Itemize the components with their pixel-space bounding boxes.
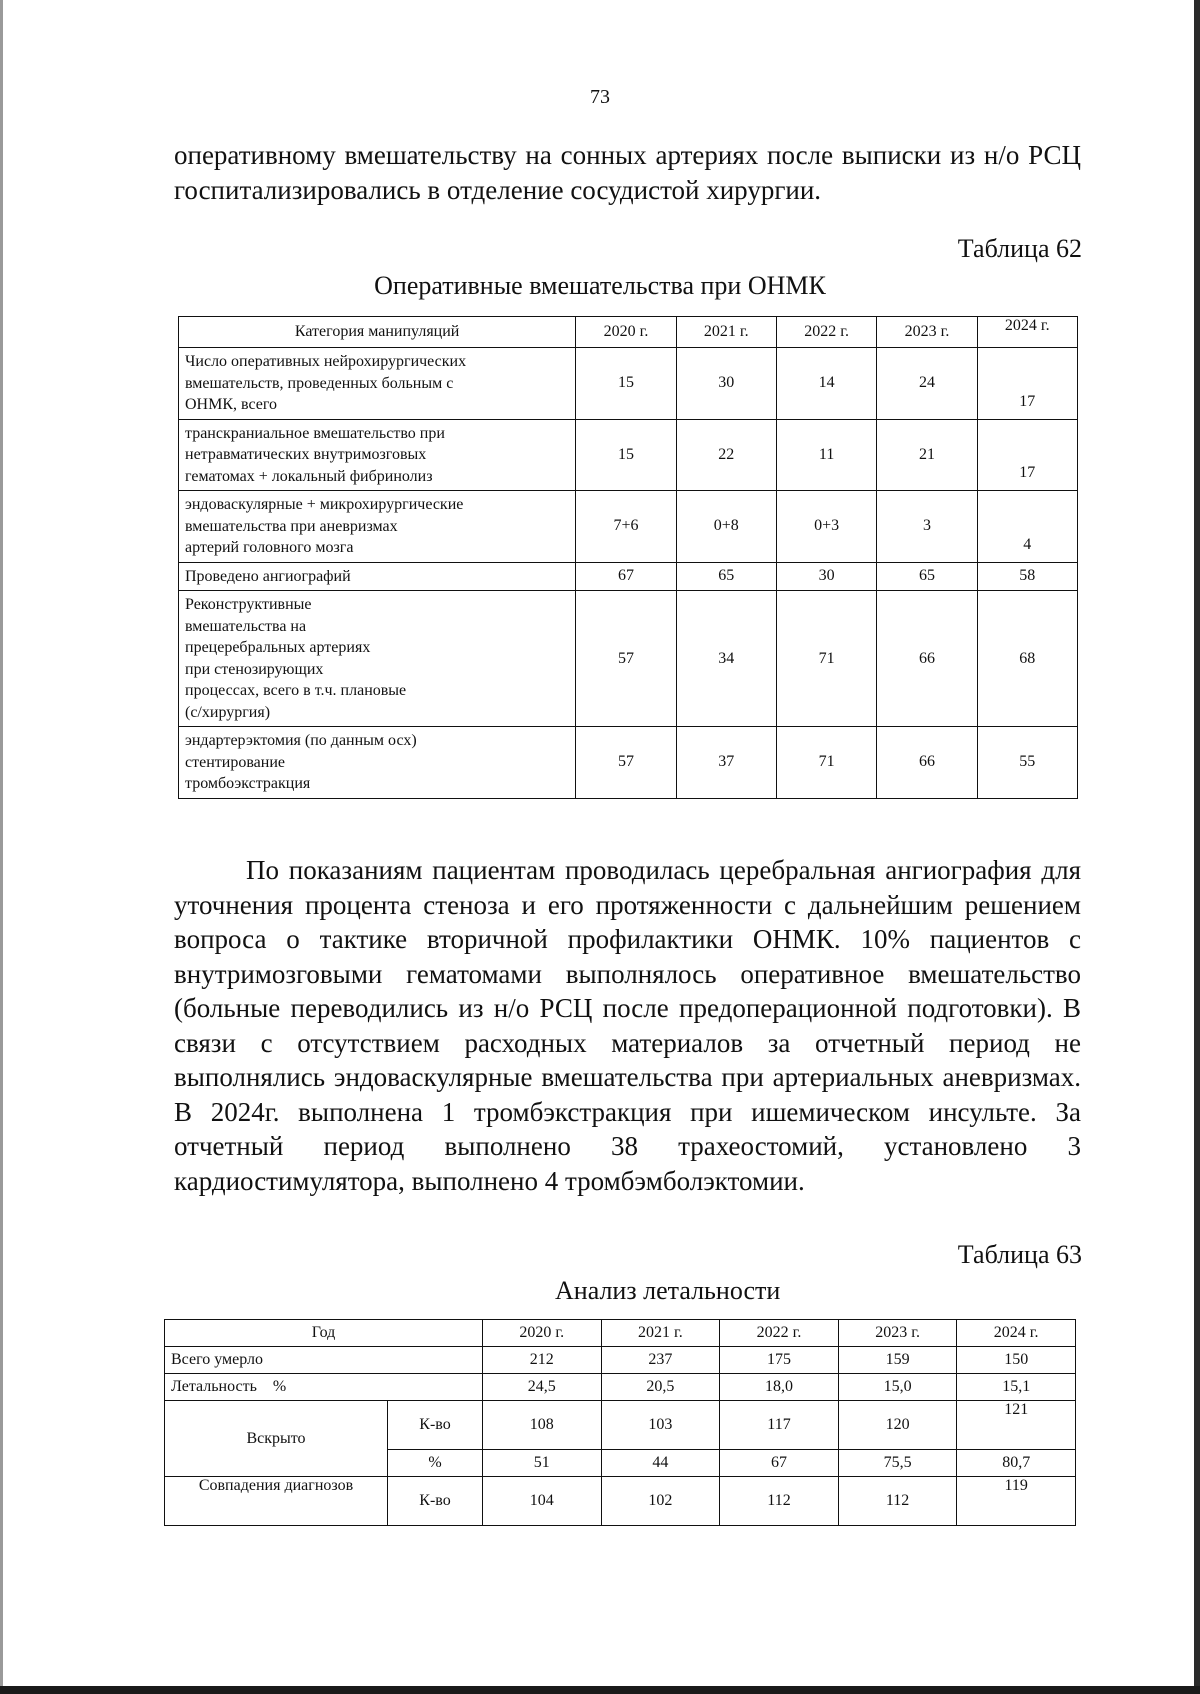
row-label: Совпадения диагнозов (165, 1477, 388, 1526)
cell: 15,0 (838, 1374, 957, 1401)
cell: 58 (977, 562, 1077, 591)
cell: 80,7 (957, 1450, 1076, 1477)
header-year: 2024 г. (977, 317, 1077, 348)
cell: 117 (720, 1401, 839, 1450)
row-label: Летальность % (165, 1374, 483, 1401)
table-63-label: Таблица 63 (957, 1240, 1082, 1269)
header-year: 2021 г. (676, 317, 776, 348)
mortality-table (164, 1319, 1076, 1526)
header-year: 2023 г. (877, 317, 977, 348)
cell: 15 (576, 419, 676, 491)
header-year-label: Год (165, 1320, 483, 1347)
row-category: эндоваскулярные + микрохирургические вмешательства при аневризмах артерий головного мозга (179, 491, 576, 563)
cell: 3 (877, 491, 977, 563)
cell: 7+6 (576, 491, 676, 563)
cell: 119 (957, 1477, 1076, 1526)
header-year: 2022 г. (776, 317, 876, 348)
sub-label: К-во (388, 1477, 483, 1526)
cell: 108 (483, 1401, 602, 1450)
cell: 17 (977, 348, 1077, 420)
row-category: Проведено ангиографий (179, 562, 576, 591)
cell: 21 (877, 419, 977, 491)
cell: 0+3 (776, 491, 876, 563)
cell: 15,1 (957, 1374, 1076, 1401)
header-year: 2024 г. (957, 1320, 1076, 1347)
scan-edge-right (1194, 0, 1200, 1694)
cell: 65 (877, 562, 977, 591)
table-row (179, 591, 1078, 727)
cell: 175 (720, 1347, 839, 1374)
cell: 66 (877, 591, 977, 727)
cell: 0+8 (676, 491, 776, 563)
cell: 71 (776, 727, 876, 799)
row-category: Число оперативных нейрохирургических вмешательств, проведенных больным с ОНМК, всего (179, 348, 576, 420)
intro-paragraph: оперативному вмешательству на сонных артериях после выписки из н/о РСЦ госпитализировались в отделение сосудистой хирургии. (174, 140, 1081, 205)
cell: 67 (720, 1450, 839, 1477)
scan-edge-left (0, 0, 3, 1694)
cell: 71 (776, 591, 876, 727)
cell: 112 (720, 1477, 839, 1526)
cell: 66 (877, 727, 977, 799)
cell: 112 (838, 1477, 957, 1526)
scan-edge-bottom (0, 1686, 1200, 1694)
cell: 11 (776, 419, 876, 491)
cell: 17 (977, 419, 1077, 491)
cell: 68 (977, 591, 1077, 727)
table-row (165, 1374, 1076, 1401)
header-year: 2023 г. (838, 1320, 957, 1347)
table-row (179, 348, 1078, 420)
cell: 212 (483, 1347, 602, 1374)
cell: 51 (483, 1450, 602, 1477)
cell: 237 (601, 1347, 720, 1374)
cell: 65 (676, 562, 776, 591)
table-62-title: Оперативные вмешательства при ОНМК (374, 271, 826, 300)
cell: 24 (877, 348, 977, 420)
cell: 37 (676, 727, 776, 799)
table-62-label: Таблица 62 (957, 234, 1082, 263)
cell: 30 (676, 348, 776, 420)
row-category: Реконструктивные вмешательства на прецеребральных артериях при стенозирующих процессах, всего в т.ч. плановые (с/хирургия) (179, 591, 576, 727)
table-header-row (179, 317, 1078, 348)
cell: 120 (838, 1401, 957, 1450)
table-row (165, 1477, 1076, 1526)
row-label: Вскрыто (165, 1401, 388, 1477)
header-category: Категория манипуляций (179, 317, 576, 348)
sub-label: % (388, 1450, 483, 1477)
table-row (179, 727, 1078, 799)
cell: 44 (601, 1450, 720, 1477)
cell: 57 (576, 591, 676, 727)
cell: 20,5 (601, 1374, 720, 1401)
table-row (179, 562, 1078, 591)
cell: 75,5 (838, 1450, 957, 1477)
cell: 34 (676, 591, 776, 727)
table-row (179, 491, 1078, 563)
cell: 121 (957, 1401, 1076, 1450)
cell: 22 (676, 419, 776, 491)
cell: 4 (977, 491, 1077, 563)
header-year: 2020 г. (576, 317, 676, 348)
cell: 102 (601, 1477, 720, 1526)
cell: 57 (576, 727, 676, 799)
table-header-row (165, 1320, 1076, 1347)
table-row (179, 419, 1078, 491)
header-year: 2020 г. (483, 1320, 602, 1347)
cell: 150 (957, 1347, 1076, 1374)
cell: 159 (838, 1347, 957, 1374)
sub-label: К-во (388, 1401, 483, 1450)
table-row (165, 1401, 1076, 1450)
cell: 30 (776, 562, 876, 591)
body-paragraph: По показаниям пациентам проводилась церебральная ангиография для уточнения процента стеноза и его протяженности с дальнейшим решением вопроса о тактике вторичной профилактики ОНМК. 10% пациентов с внутримозговыми гематомами выполнялось оперативное вмешательство (больные переводились из н/о РСЦ после предоперационной подготовки). В связи с отсутствием расходных материалов за отчетный период не выполнялись эндоваскулярные вмешательства при артериальных аневризмах. В 2024г. выполнена 1 тромбэкстракция при ишемическом инсульте. За отчетный период выполнено 38 трахеостомий, установлено 3 кардиостимулятора, выполнено 4 тромбэмболэктомии. (174, 855, 1081, 1196)
cell: 104 (483, 1477, 602, 1526)
cell: 24,5 (483, 1374, 602, 1401)
cell: 55 (977, 727, 1077, 799)
cell: 18,0 (720, 1374, 839, 1401)
table-63-title: Анализ летальности (555, 1276, 781, 1305)
row-category: эндартерэктомия (по данным осх) стентирование тромбоэкстракция (179, 727, 576, 799)
row-label: Всего умерло (165, 1347, 483, 1374)
cell: 67 (576, 562, 676, 591)
cell: 15 (576, 348, 676, 420)
page-number: 73 (590, 86, 610, 108)
surgery-table (178, 316, 1078, 799)
cell: 14 (776, 348, 876, 420)
cell: 103 (601, 1401, 720, 1450)
row-category: транскраниальное вмешательство при нетравматических внутримозговых гематомах + локальный фибринолиз (179, 419, 576, 491)
table-row (165, 1347, 1076, 1374)
header-year: 2022 г. (720, 1320, 839, 1347)
header-year: 2021 г. (601, 1320, 720, 1347)
